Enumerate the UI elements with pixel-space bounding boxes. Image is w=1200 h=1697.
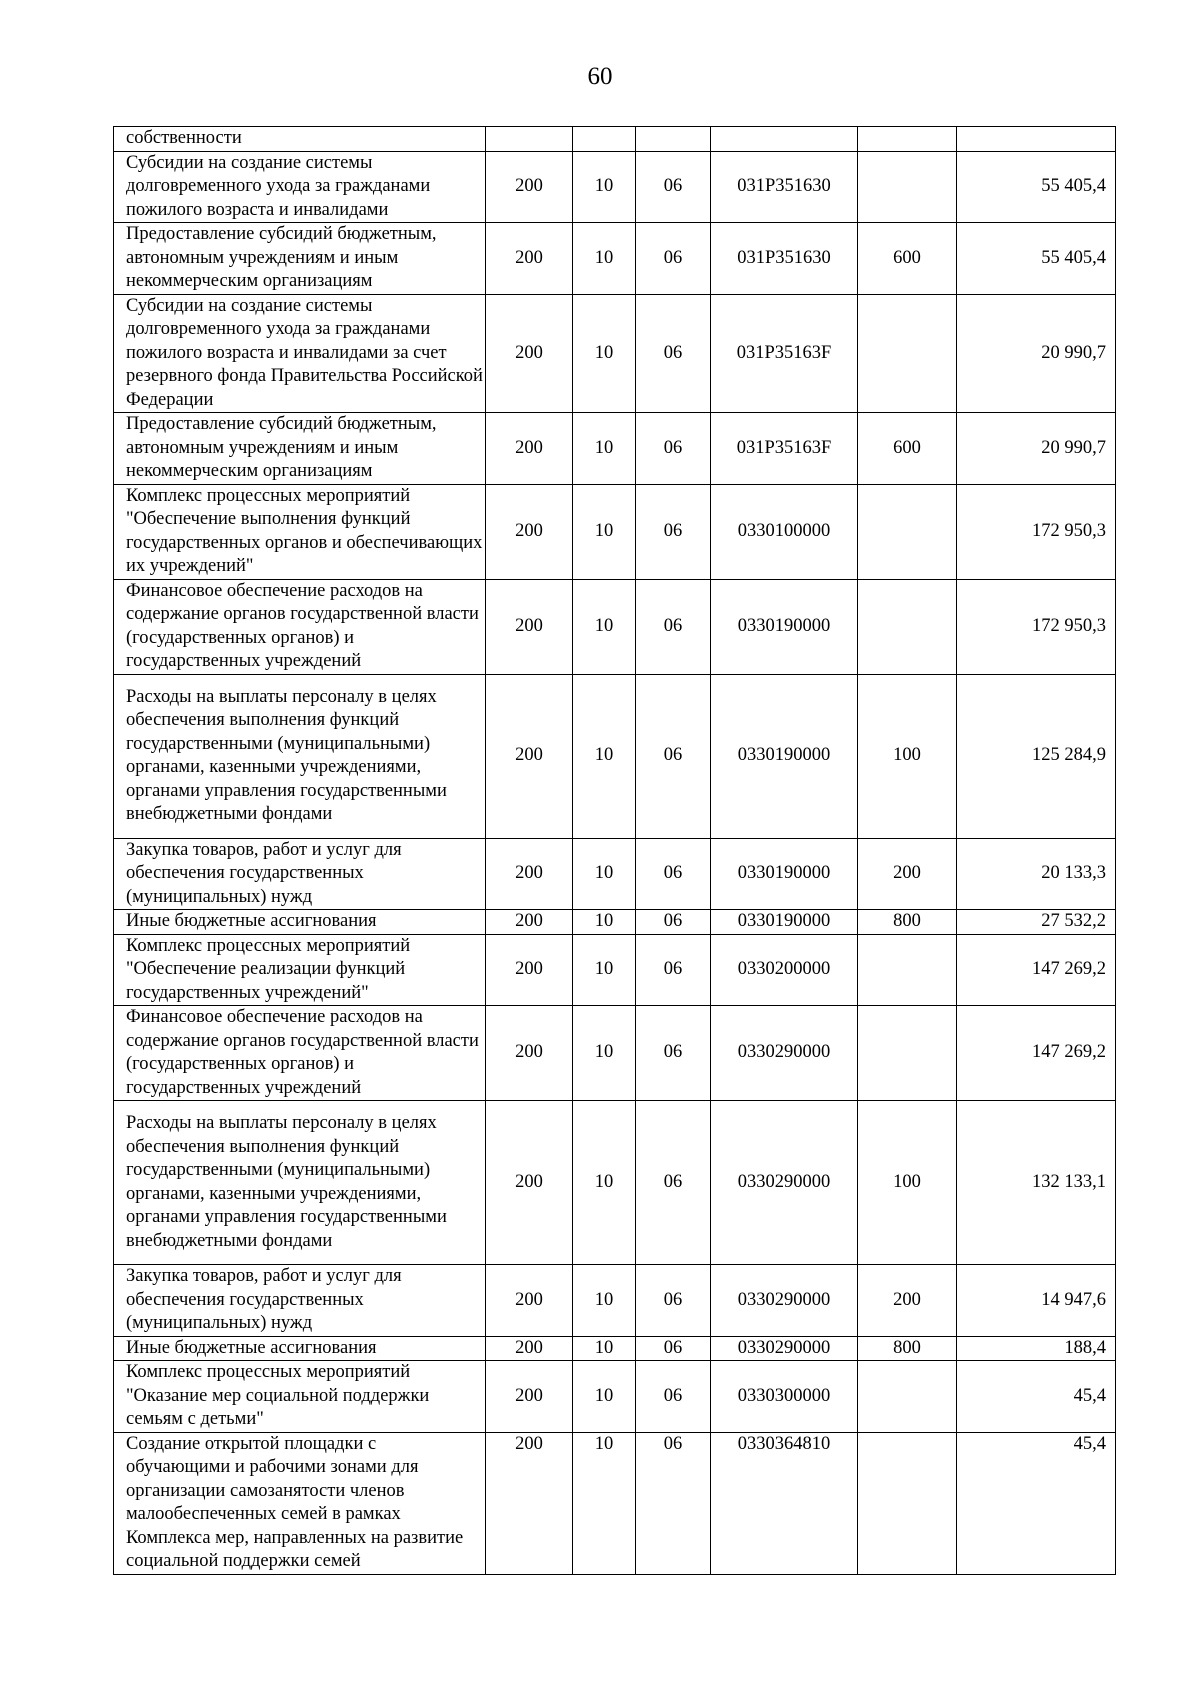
cell-code-2: 10 <box>573 484 636 579</box>
cell-sum: 45,4 <box>957 1361 1116 1433</box>
cell-target-code: 031P351630 <box>711 151 858 223</box>
table-row <box>114 838 1116 910</box>
row-name: Комплекс процессных мероприятий "Оказание мер социальной поддержки семьям с детьми" <box>114 1361 486 1433</box>
cell-expense-type <box>858 151 957 223</box>
cell-sum: 147 269,2 <box>957 1006 1116 1101</box>
cell-code-1: 200 <box>486 579 573 674</box>
cell-code-3: 06 <box>636 674 711 838</box>
cell-code-2: 10 <box>573 579 636 674</box>
cell-target-code: 0330290000 <box>711 1006 858 1101</box>
cell-sum: 172 950,3 <box>957 579 1116 674</box>
row-name: Комплекс процессных мероприятий "Обеспечение выполнения функций государственных органов и обеспечивающих их учреждений" <box>114 484 486 579</box>
cell-target-code: 031P351630 <box>711 223 858 295</box>
cell-code-2: 10 <box>573 1336 636 1361</box>
cell-target-code: 0330190000 <box>711 579 858 674</box>
table-row <box>114 151 1116 223</box>
row-name: Иные бюджетные ассигнования <box>114 910 486 935</box>
cell-code-3: 06 <box>636 579 711 674</box>
cell-expense-type <box>858 579 957 674</box>
cell-code-2: 10 <box>573 413 636 485</box>
cell-code-3: 06 <box>636 1101 711 1265</box>
cell-code-3: 06 <box>636 1006 711 1101</box>
cell-expense-type <box>858 294 957 413</box>
cell-target-code: 0330100000 <box>711 484 858 579</box>
cell-target-code: 0330190000 <box>711 674 858 838</box>
cell-code-3: 06 <box>636 223 711 295</box>
cell-expense-type <box>858 1361 957 1433</box>
table-row <box>114 1432 1116 1574</box>
cell-code-3: 06 <box>636 413 711 485</box>
row-name: Закупка товаров, работ и услуг для обеспечения государственных (муниципальных) нужд <box>114 838 486 910</box>
cell-code-3: 06 <box>636 1336 711 1361</box>
row-name: Финансовое обеспечение расходов на содержание органов государственной власти (государственных органов) и государственных учреждений <box>114 579 486 674</box>
cell-code-1: 200 <box>486 1006 573 1101</box>
row-name: Предоставление субсидий бюджетным, автономным учреждениям и иным некоммерческим организациям <box>114 223 486 295</box>
row-name: Субсидии на создание системы долговременного ухода за гражданами пожилого возраста и инвалидами <box>114 151 486 223</box>
cell-code-1: 200 <box>486 674 573 838</box>
cell-sum: 125 284,9 <box>957 674 1116 838</box>
cell-target-code: 0330190000 <box>711 838 858 910</box>
cell-code-1: 200 <box>486 223 573 295</box>
table-row <box>114 1265 1116 1337</box>
cell-expense-type <box>858 127 957 152</box>
table-row <box>114 910 1116 935</box>
row-name: собственности <box>114 127 486 152</box>
cell-code-1: 200 <box>486 1101 573 1265</box>
cell-code-1: 200 <box>486 838 573 910</box>
table-row <box>114 223 1116 295</box>
cell-sum: 27 532,2 <box>957 910 1116 935</box>
table-row <box>114 934 1116 1006</box>
cell-code-1: 200 <box>486 934 573 1006</box>
cell-expense-type <box>858 484 957 579</box>
cell-target-code: 031P35163F <box>711 413 858 485</box>
cell-code-2: 10 <box>573 1432 636 1574</box>
cell-code-1: 200 <box>486 1361 573 1433</box>
cell-code-2: 10 <box>573 934 636 1006</box>
cell-code-2: 10 <box>573 838 636 910</box>
row-name: Комплекс процессных мероприятий "Обеспечение реализации функций государственных учреждений" <box>114 934 486 1006</box>
cell-target-code <box>711 127 858 152</box>
cell-code-2: 10 <box>573 1265 636 1337</box>
cell-code-3: 06 <box>636 294 711 413</box>
cell-code-2: 10 <box>573 223 636 295</box>
cell-code-3: 06 <box>636 1265 711 1337</box>
cell-expense-type <box>858 1432 957 1574</box>
cell-code-3 <box>636 127 711 152</box>
cell-target-code: 0330200000 <box>711 934 858 1006</box>
table-row <box>114 579 1116 674</box>
table-row <box>114 1006 1116 1101</box>
cell-code-3: 06 <box>636 1432 711 1574</box>
cell-code-1: 200 <box>486 1265 573 1337</box>
cell-code-1: 200 <box>486 484 573 579</box>
cell-code-2: 10 <box>573 910 636 935</box>
cell-code-3: 06 <box>636 1361 711 1433</box>
cell-code-3: 06 <box>636 838 711 910</box>
row-name: Предоставление субсидий бюджетным, автономным учреждениям и иным некоммерческим организациям <box>114 413 486 485</box>
cell-code-1: 200 <box>486 294 573 413</box>
cell-expense-type: 800 <box>858 910 957 935</box>
table-row <box>114 1361 1116 1433</box>
table-row <box>114 127 1116 152</box>
cell-code-2 <box>573 127 636 152</box>
cell-expense-type: 200 <box>858 838 957 910</box>
cell-sum: 14 947,6 <box>957 1265 1116 1337</box>
cell-target-code: 0330364810 <box>711 1432 858 1574</box>
cell-code-2: 10 <box>573 1361 636 1433</box>
cell-code-2: 10 <box>573 1101 636 1265</box>
cell-code-1: 200 <box>486 1432 573 1574</box>
cell-code-3: 06 <box>636 934 711 1006</box>
cell-code-2: 10 <box>573 674 636 838</box>
table-row <box>114 674 1116 838</box>
cell-sum: 188,4 <box>957 1336 1116 1361</box>
cell-expense-type: 200 <box>858 1265 957 1337</box>
cell-code-1: 200 <box>486 151 573 223</box>
cell-code-1: 200 <box>486 413 573 485</box>
cell-target-code: 031P35163F <box>711 294 858 413</box>
table-row <box>114 484 1116 579</box>
cell-sum: 20 133,3 <box>957 838 1116 910</box>
table-row <box>114 413 1116 485</box>
cell-code-2: 10 <box>573 1006 636 1101</box>
cell-target-code: 0330190000 <box>711 910 858 935</box>
row-name: Создание открытой площадки с обучающими и рабочими зонами для организации самозанятости членов малообеспеченных семей в рамках Комплекса мер, направленных на развитие социальной поддержки семей <box>114 1432 486 1574</box>
row-name: Финансовое обеспечение расходов на содержание органов государственной власти (государственных органов) и государственных учреждений <box>114 1006 486 1101</box>
cell-expense-type: 600 <box>858 223 957 295</box>
row-name: Иные бюджетные ассигнования <box>114 1336 486 1361</box>
row-name: Субсидии на создание системы долговременного ухода за гражданами пожилого возраста и инвалидами за счет резервного фонда Правительства Российской Федерации <box>114 294 486 413</box>
cell-sum: 132 133,1 <box>957 1101 1116 1265</box>
cell-code-3: 06 <box>636 151 711 223</box>
cell-sum: 55 405,4 <box>957 223 1116 295</box>
cell-code-1 <box>486 127 573 152</box>
cell-target-code: 0330290000 <box>711 1265 858 1337</box>
cell-sum: 147 269,2 <box>957 934 1116 1006</box>
cell-code-3: 06 <box>636 484 711 579</box>
cell-sum <box>957 127 1116 152</box>
row-name: Закупка товаров, работ и услуг для обеспечения государственных (муниципальных) нужд <box>114 1265 486 1337</box>
cell-expense-type: 800 <box>858 1336 957 1361</box>
table-row <box>114 1101 1116 1265</box>
table-row <box>114 1336 1116 1361</box>
cell-target-code: 0330290000 <box>711 1336 858 1361</box>
cell-target-code: 0330290000 <box>711 1101 858 1265</box>
budget-table <box>113 126 1116 1575</box>
cell-target-code: 0330300000 <box>711 1361 858 1433</box>
cell-sum: 20 990,7 <box>957 294 1116 413</box>
cell-sum: 172 950,3 <box>957 484 1116 579</box>
cell-expense-type <box>858 1006 957 1101</box>
cell-code-2: 10 <box>573 294 636 413</box>
cell-expense-type: 600 <box>858 413 957 485</box>
row-name: Расходы на выплаты персоналу в целях обеспечения выполнения функций государственными (муниципальными) органами, казенными учреждениями, органами управления государственными внебюджетными фондами <box>114 1101 486 1265</box>
cell-expense-type <box>858 934 957 1006</box>
page-number: 60 <box>587 63 613 90</box>
cell-code-1: 200 <box>486 1336 573 1361</box>
cell-expense-type: 100 <box>858 674 957 838</box>
cell-sum: 55 405,4 <box>957 151 1116 223</box>
cell-sum: 45,4 <box>957 1432 1116 1574</box>
cell-code-1: 200 <box>486 910 573 935</box>
row-name: Расходы на выплаты персоналу в целях обеспечения выполнения функций государственными (муниципальными) органами, казенными учреждениями, органами управления государственными внебюджетными фондами <box>114 674 486 838</box>
cell-code-3: 06 <box>636 910 711 935</box>
cell-code-2: 10 <box>573 151 636 223</box>
cell-expense-type: 100 <box>858 1101 957 1265</box>
table-row <box>114 294 1116 413</box>
cell-sum: 20 990,7 <box>957 413 1116 485</box>
